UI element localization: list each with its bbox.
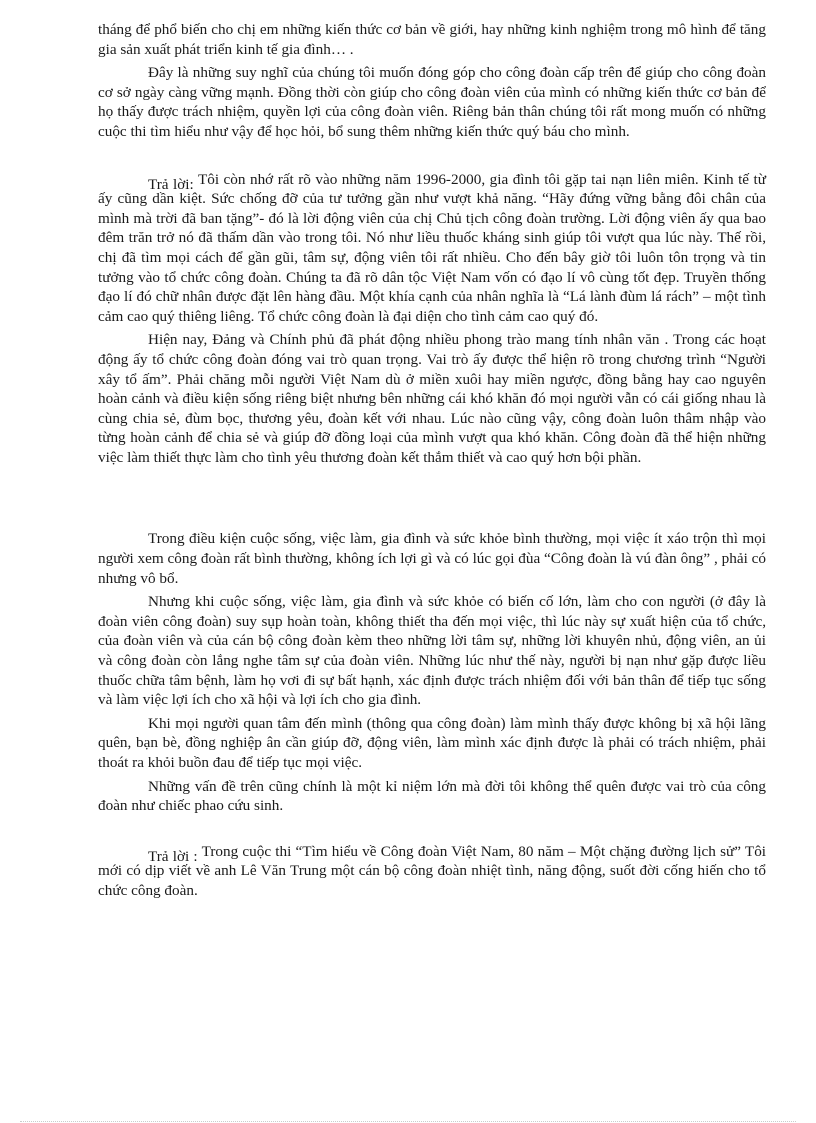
spacer (98, 471, 766, 529)
answer-paragraph-1 (98, 170, 766, 327)
page-bottom-divider (20, 1121, 796, 1122)
answer-text-1: Tôi còn nhớ rất rõ vào những năm 1996-2000, gia đình tôi gặp tai nạn liên miên. Kinh tế từ ấy cũng dần kiệt. Sức chống đỡ của tư tưởng gần như vượt khả năng. “Hãy đứng vững bằng đôi chân của mình mà trời đã ban tặng”- đó là lời động viên của chị Chủ tịch công đoàn trường. Lời động viên ấy qua bao đêm trăn trở nó đã thấm dần vào trong tôi. Nó như liều thuốc kháng sinh giúp tôi vượt qua lúc này. Thế rồi, chị đã tìm mọi cách để gần gũi, tâm sự, động viên tôi rất nhiều. Cho đến bây giờ tôi luôn tôn trọng và tin tưởng vào tổ chức công đoàn. Chúng ta đã rõ dân tộc Việt Nam vốn có đạo lí vô cùng tốt đẹp. Truyền thống đạo lí đó chữ nhân được đặt lên hàng đầu. Một khía cạnh của nhân nghĩa là “Lá lành đùm lá rách” – một tình cảm cao quý thiêng liêng. Tổ chức công đoàn là đại diện cho tình cảm cao quý đó. (98, 170, 766, 325)
answer-paragraph-2 (98, 842, 766, 901)
paragraph-5: Trong điều kiện cuộc sống, việc làm, gia đình và sức khỏe bình thường, mọi việc ít xáo trộn thì mọi người xem công đoàn rất bình thường, không ích lợi gì và có lúc gọi đùa “Công đoàn là vú đàn ông” , phải có nhưng vô bổ. (98, 530, 766, 587)
spacer (98, 146, 766, 170)
paragraph-4: Hiện nay, Đảng và Chính phủ đã phát động nhiều phong trào mang tính nhân văn . Trong các hoạt động ấy tổ chức công đoàn đóng vai trò quan trọng. Vai trò ấy được thể hiện rõ trong chương trình “Người xây tổ ấm”. Phải chăng mỗi người Việt Nam dù ở miền xuôi hay miền ngược, đồng bằng hay cao nguyên hoàn cảnh và điều kiện sống riêng biệt nhưng bên những cái khó khăn đó mọi người vẫn có cái giống nhau là cùng chia sẻ, đùm bọc, thương yêu, đoàn kết với nhau. Lúc nào cũng vậy, công đoàn luôn thâm nhập vào từng hoàn cảnh để chia sẻ và giúp đỡ đồng loại của mình vượt qua khó khăn. Công đoàn đã thể hiện những việc làm thiết thực làm cho tình yêu thương đoàn kết thắm thiết và cao quý hơn bội phần. (98, 331, 766, 466)
answer-label-2: Trả lời : (148, 847, 198, 865)
paragraph-6: Nhưng khi cuộc sống, việc làm, gia đình và sức khỏe có biến cố lớn, làm cho con người (ở đây là đoàn viên công đoàn) suy sụp hoàn toàn, không thiết tha đến mọi việc, thì lúc này sự xuất hiện của tổ chức, của đoàn viên và của cán bộ công đoàn kèm theo những lời tâm sự, những lời khuyên nhủ, động viên, an ủi và công đoàn còn lắng nghe tâm sự của đoàn viên. Những lúc như thế này, người bị nạn như gặp được liều thuốc chữa tâm bệnh, làm họ vơi đi sự bất hạnh, xác định được trách nhiệm đối với bản thân để tiếp tục sống và làm việc lợi ích cho xã hội và lợi ích cho gia đình. (98, 593, 766, 709)
spacer (98, 820, 766, 842)
paragraph-7: Khi mọi người quan tâm đến mình (thông qua công đoàn) làm mình thấy được không bị xã hội lãng quên, bạn bè, đồng nghiệp ân cần giúp đỡ, động viên, làm mình xác định được là phải có trách nhiệm, phải thoát ra khỏi buồn đau để tiếp tục mọi việc. (98, 714, 766, 771)
document-page (98, 20, 766, 905)
paragraph-2: Đây là những suy nghĩ của chúng tôi muốn đóng góp cho công đoàn cấp trên để giúp cho công đoàn cơ sở ngày càng vững mạnh. Đồng thời còn giúp cho công đoàn viên của mình có những kiến thức cơ bản để họ thấy được trách nhiệm, quyền lợi của công đoàn viên. Riêng bản thân chúng tôi rất mong muốn có những cuộc thi tìm hiểu như vậy để học hỏi, bổ sung thêm những kiến thức quý báu cho mình. (98, 64, 766, 140)
paragraph-1: tháng để phổ biến cho chị em những kiến thức cơ bản về giới, hay những kinh nghiệm trong mô hình để tăng gia sản xuất phát triển kinh tế gia đình… . (98, 21, 766, 58)
paragraph-8: Những vấn đề trên cũng chính là một kỉ niệm lớn mà đời tôi không thể quên được vai trò của công đoàn như chiếc phao cứu sinh. (98, 777, 766, 815)
answer-label-1: Trả lời: (148, 175, 194, 193)
answer-text-2: Trong cuộc thi “Tìm hiểu về Công đoàn Việt Nam, 80 năm – Một chặng đường lịch sử” Tôi mới có dịp viết về anh Lê Văn Trung một cán bộ công đoàn nhiệt tình, năng động, suốt đời cống hiến cho tổ chức công đoàn. (98, 842, 767, 899)
